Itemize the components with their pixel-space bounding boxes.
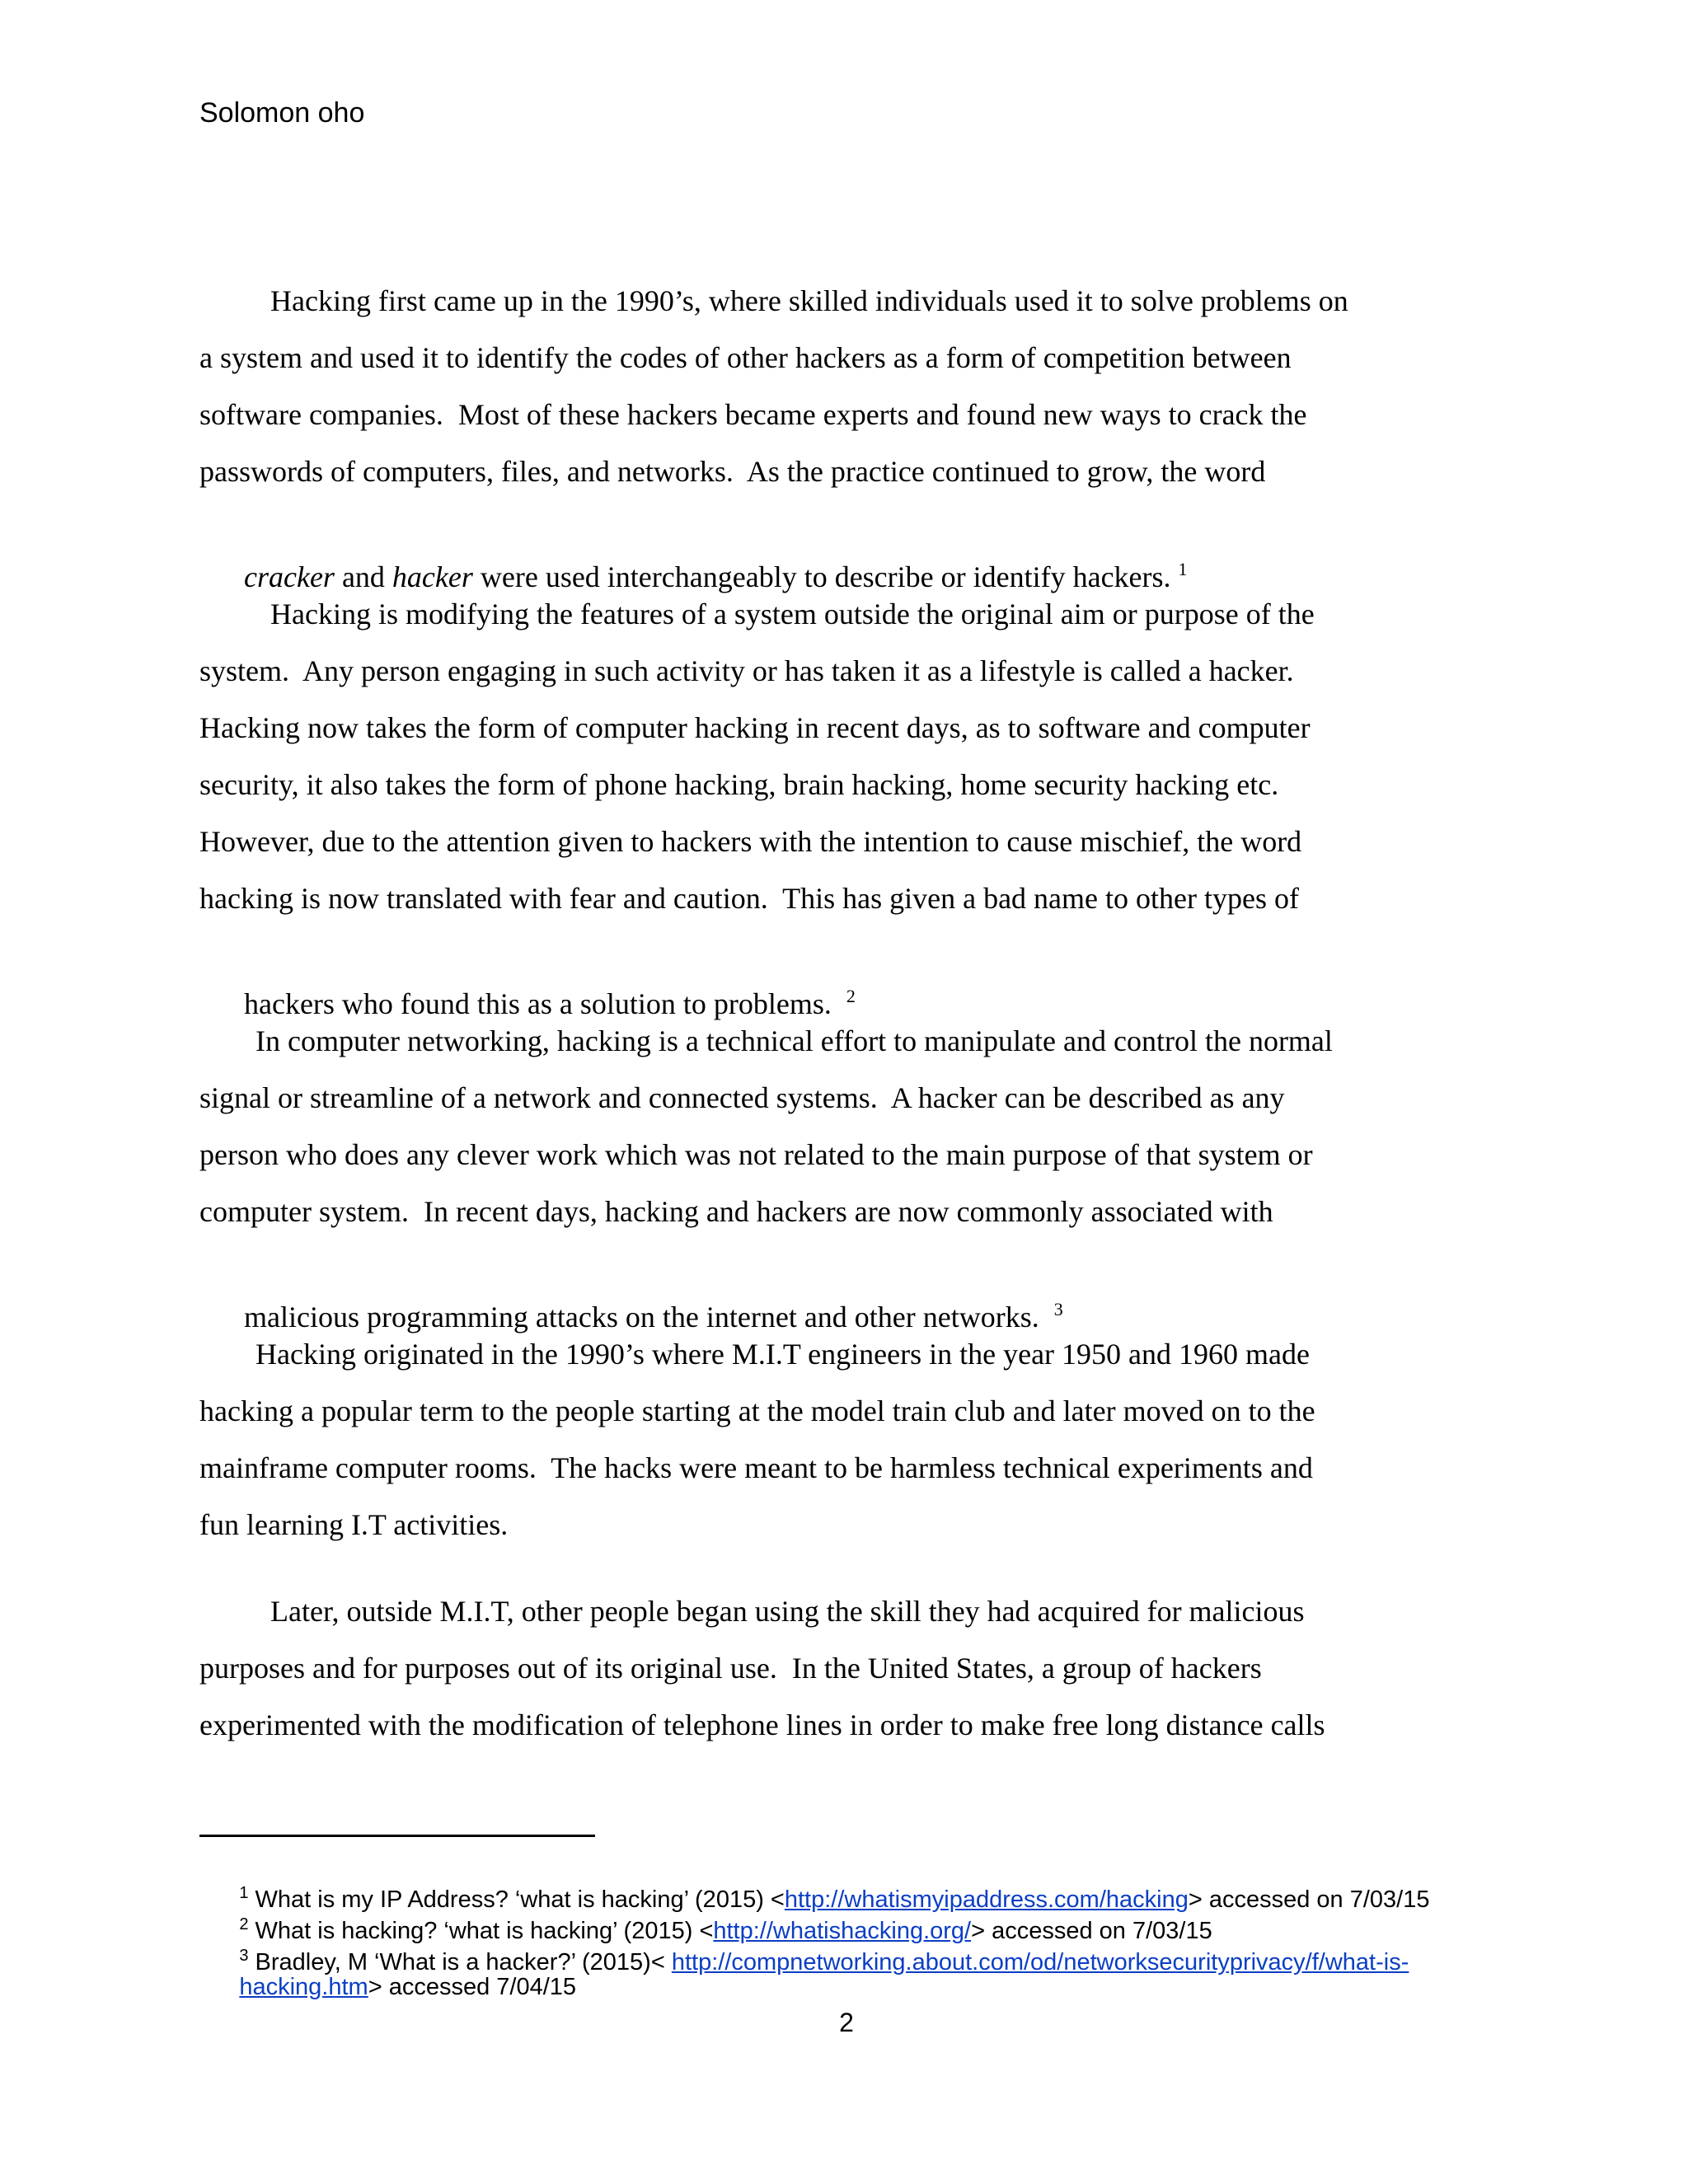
footnote-text: > accessed 7/04/15 — [368, 1974, 577, 2000]
page-number: 2 — [839, 2008, 854, 2037]
footnote-separator — [199, 1835, 595, 1837]
text-line — [199, 935, 856, 1020]
text-line: In computer networking, hacking is a technical effort to manipulate and control the normal — [256, 1024, 1333, 1057]
text-line: person who does any clever work which was not related to the main purpose of that system or — [199, 1138, 1313, 1171]
text-line: security, it also takes the form of phone hacking, brain hacking, home security hacking etc. — [199, 768, 1279, 801]
text-line: purposes and for purposes out of its original use. In the United States, a group of hackers — [199, 1652, 1262, 1685]
text-line: software companies. Most of these hackers became experts and found new ways to crack the — [199, 398, 1307, 431]
italic-term: hacker — [392, 560, 473, 593]
text-line: signal or streamline of a network and connected systems. A hacker can be described as any — [199, 1081, 1285, 1114]
author-header: Solomon oho — [199, 97, 365, 129]
text-line: mainframe computer rooms. The hacks were meant to be harmless technical experiments and — [199, 1451, 1313, 1484]
text-line: hacking a popular term to the people starting at the model train club and later moved on to the — [199, 1394, 1315, 1427]
footnote-text: Bradley, M ‘What is a hacker?’ (2015)< — [255, 1949, 672, 1975]
footnote-reference[interactable]: 1 — [1178, 559, 1188, 579]
text-line: computer system. In recent days, hacking and hackers are now commonly associated with — [199, 1195, 1273, 1228]
footnote-link[interactable]: http://whatishacking.org/ — [713, 1918, 972, 1944]
footnote-reference[interactable]: 2 — [846, 986, 856, 1006]
text-line: experimented with the modification of telephone lines in order to make free long distance calls — [199, 1708, 1325, 1741]
footnote-text: What is my IP Address? ‘what is hacking’ (2015) < — [255, 1886, 785, 1913]
text-line — [199, 1248, 1063, 1333]
text-line: hacking is now translated with fear and caution. This has given a bad name to other types of — [199, 882, 1299, 915]
text-fragment: and — [334, 560, 392, 593]
text-line: system. Any person engaging in such activity or has taken it as a lifestyle is called a hacker. — [199, 654, 1294, 687]
text-fragment: hackers who found this as a solution to problems. — [244, 987, 846, 1020]
text-line: Later, outside M.I.T, other people began using the skill they had acquired for malicious — [270, 1595, 1305, 1628]
footnote-3-continuation — [199, 1940, 576, 2034]
text-line — [199, 508, 1188, 593]
text-fragment: were used interchangeably to describe or identify hackers. — [472, 560, 1179, 593]
footnote-text: > accessed on 7/03/15 — [1188, 1886, 1430, 1913]
text-line: passwords of computers, files, and networks. As the practice continued to grow, the word — [199, 455, 1266, 488]
text-line: a system and used it to identify the codes of other hackers as a form of competition between — [199, 341, 1292, 374]
footnote-text: What is hacking? ‘what is hacking’ (2015) < — [255, 1918, 714, 1944]
footnote-number: 3 — [239, 1947, 249, 1965]
text-line: Hacking originated in the 1990’s where M.I.T engineers in the year 1950 and 1960 made — [256, 1338, 1310, 1371]
text-line: fun learning I.T activities. — [199, 1508, 509, 1541]
footnote-link[interactable]: http://compnetworking.about.com/od/networksecurityprivacy/f/what-is- — [671, 1949, 1409, 1975]
footnote-reference[interactable]: 3 — [1053, 1299, 1063, 1319]
footnote-number: 1 — [239, 1884, 249, 1902]
italic-term: cracker — [244, 560, 335, 593]
footnote-link[interactable]: hacking.htm — [239, 1974, 368, 2000]
footnote-number: 2 — [239, 1915, 249, 1933]
footnote-link[interactable]: http://whatismyipaddress.com/hacking — [784, 1886, 1189, 1913]
text-line: However, due to the attention given to hackers with the intention to cause mischief, the word — [199, 825, 1302, 858]
text-line: Hacking now takes the form of computer hacking in recent days, as to software and computer — [199, 711, 1311, 744]
footnote-text: > accessed on 7/03/15 — [971, 1918, 1212, 1944]
text-fragment: malicious programming attacks on the internet and other networks. — [244, 1301, 1054, 1333]
text-line: Hacking first came up in the 1990’s, where skilled individuals used it to solve problems on — [270, 284, 1348, 317]
text-line: Hacking is modifying the features of a system outside the original aim or purpose of the — [270, 598, 1315, 630]
